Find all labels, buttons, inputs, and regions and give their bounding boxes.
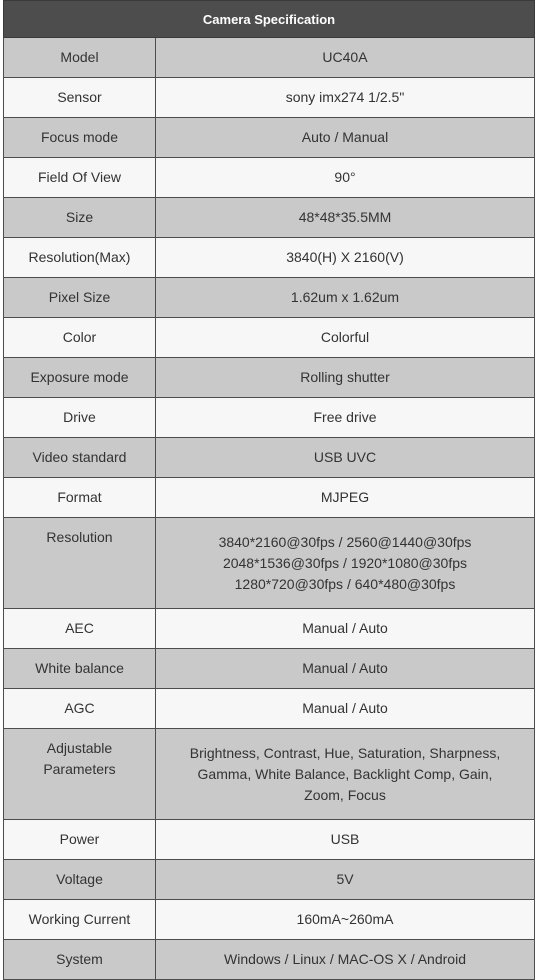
spec-label: Resolution (4, 518, 156, 609)
spec-value: 3840*2160@30fps / 2560@1440@30fps 2048*1536@30fps / 1920*1080@30fps 1280*720@30fps / 640*480@30fps (156, 518, 535, 609)
spec-value: Rolling shutter (156, 358, 535, 398)
spec-value: Auto / Manual (156, 118, 535, 158)
spec-row-format (4, 478, 535, 518)
spec-row-resolution-max (4, 238, 535, 278)
spec-row-size (4, 198, 535, 238)
spec-value: sony imx274 1/2.5" (156, 78, 535, 118)
spec-label: Adjustable Parameters (4, 729, 156, 820)
spec-row-agc (4, 689, 535, 729)
spec-value: Colorful (156, 318, 535, 358)
spec-row-video-standard (4, 438, 535, 478)
spec-row-color (4, 318, 535, 358)
spec-label: AEC (4, 609, 156, 649)
spec-row-drive (4, 398, 535, 438)
spec-value: 160mA~260mA (156, 900, 535, 940)
table-title: Camera Specification (4, 1, 535, 38)
spec-row-white-balance (4, 649, 535, 689)
spec-label: Resolution(Max) (4, 238, 156, 278)
spec-value: Brightness, Contrast, Hue, Saturation, Sharpness, Gamma, White Balance, Backlight Comp, Gain, Zoom, Focus (156, 729, 535, 820)
spec-label: Format (4, 478, 156, 518)
spec-label: Voltage (4, 860, 156, 900)
spec-value: 3840(H) X 2160(V) (156, 238, 535, 278)
spec-row-field-of-view (4, 158, 535, 198)
spec-value: Manual / Auto (156, 609, 535, 649)
spec-value: 5V (156, 860, 535, 900)
spec-table-container (3, 0, 534, 980)
camera-spec-table (3, 0, 535, 980)
spec-row-voltage (4, 860, 535, 900)
table-header-row (4, 1, 535, 38)
spec-row-working-current (4, 900, 535, 940)
spec-row-resolution (4, 518, 535, 609)
spec-label: Model (4, 38, 156, 78)
spec-label: Power (4, 820, 156, 860)
spec-label: Size (4, 198, 156, 238)
spec-row-power (4, 820, 535, 860)
spec-value: UC40A (156, 38, 535, 78)
spec-row-model (4, 38, 535, 78)
spec-value: 48*48*35.5MM (156, 198, 535, 238)
spec-value: Manual / Auto (156, 649, 535, 689)
spec-value: 1.62um x 1.62um (156, 278, 535, 318)
spec-value: USB (156, 820, 535, 860)
spec-row-adjustable-parameters (4, 729, 535, 820)
spec-value: USB UVC (156, 438, 535, 478)
spec-row-sensor (4, 78, 535, 118)
spec-value: 90° (156, 158, 535, 198)
spec-label: AGC (4, 689, 156, 729)
spec-row-focus-mode (4, 118, 535, 158)
spec-value: Manual / Auto (156, 689, 535, 729)
spec-value: Free drive (156, 398, 535, 438)
spec-label: Drive (4, 398, 156, 438)
spec-label: Color (4, 318, 156, 358)
spec-value: Windows / Linux / MAC-OS X / Android (156, 940, 535, 980)
spec-label: Pixel Size (4, 278, 156, 318)
spec-label: Field Of View (4, 158, 156, 198)
spec-label: Focus mode (4, 118, 156, 158)
spec-label: Video standard (4, 438, 156, 478)
spec-value: MJPEG (156, 478, 535, 518)
spec-label: System (4, 940, 156, 980)
spec-label: Working Current (4, 900, 156, 940)
spec-row-exposure-mode (4, 358, 535, 398)
spec-label: Sensor (4, 78, 156, 118)
spec-label: Exposure mode (4, 358, 156, 398)
spec-label: White balance (4, 649, 156, 689)
spec-row-system (4, 940, 535, 980)
spec-row-pixel-size (4, 278, 535, 318)
spec-row-aec (4, 609, 535, 649)
